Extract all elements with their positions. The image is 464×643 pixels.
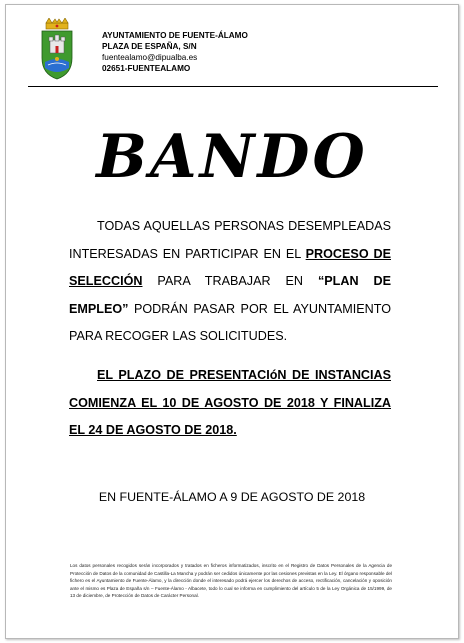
letterhead-email: fuentealamo@dipualba.es <box>102 53 198 62</box>
selection-process-text: PROCESO DE SELECCIÓN <box>69 246 391 288</box>
header-divider <box>28 86 438 87</box>
employment-plan-text: “PLAN DE EMPLEO” <box>69 274 391 316</box>
data-protection-notice: Los datos personales recogidos serán incorporados y tratados en ficheros informatizados, inscrito en el Registro de Datos Personales de la Agencia de Protección de Datos de la comunidad de Castilla-La Mancha y podrán ser cedidos únicamente por las cesiones previstas en la Ley. El órgano responsable del fichero es el Ayuntamiento de Fuente-Álamo, y la dirección donde el interesado podrá ejercer los derechos de acceso, rectificación, cancelación y oposición ante el mismo es Plaza de España s/n – Fuente-Álamo - Albacete, todo lo cual se informa en cumplimiento del artículo 5 de la Ley Orgánica de 15/1999, de 13 de diciembre, de Protección de Datos de Carácter Personal. <box>70 563 392 598</box>
announcement-paragraph <box>69 213 391 351</box>
deadline-paragraph <box>69 362 391 445</box>
dateline: EN FUENTE-ÁLAMO A 9 DE AGOSTO DE 2018 <box>98 490 366 504</box>
paragraph-text-e: PODRÁN PASAR POR EL AYUNTAMIENTO PARA RECOGER LAS SOLICITUDES. <box>69 301 391 343</box>
deadline-text: EL PLAZO DE PRESENTACIóN DE INSTANCIAS COMIENZA EL 10 DE AGOSTO DE 2018 Y FINALIZA EL 24 DE AGOSTO DE 2018. <box>69 368 391 437</box>
page-title: BANDO <box>96 122 368 192</box>
letterhead-address: PLAZA DE ESPAÑA, S/N <box>102 42 197 51</box>
paragraph-text-a: TODAS AQUELLAS PERSONAS DESEMPLEADAS INTERESADAS EN PARTICIPAR EN EL <box>69 219 391 261</box>
municipal-letterhead <box>102 30 248 74</box>
municipal-coat-of-arms-icon <box>40 18 74 80</box>
letterhead-name: AYUNTAMIENTO DE FUENTE-ÁLAMO <box>102 31 248 40</box>
paragraph-text-c: PARA TRABAJAR EN <box>142 274 318 288</box>
letterhead-postcode: 02651-FUENTEALAMO <box>102 64 191 73</box>
